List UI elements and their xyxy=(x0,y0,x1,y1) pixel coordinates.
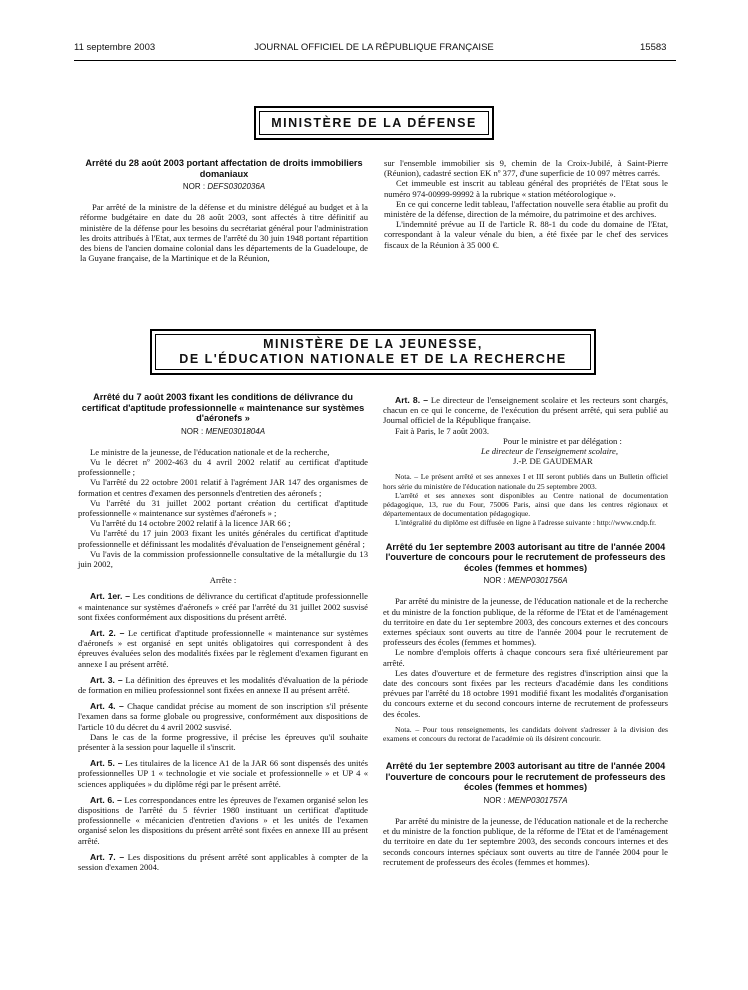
defense-nor: NOR : DEFS0302036A xyxy=(182,182,266,191)
nota: Nota. – Le présent arrêté et ses annexes I et III seront publiés dans un Bulletin officiel hors série du ministère de l'éducation nationale du 25 septembre 2003. xyxy=(383,472,668,491)
ministry-education-title-line2: DE L'ÉDUCATION NATIONALE ET DE LA RECHERCHE xyxy=(179,352,567,366)
arrete3-nor: NOR : MENP0301757A xyxy=(483,795,568,805)
education-left-column xyxy=(78,392,368,872)
arrete2-paragraph: Par arrêté du ministre de la jeunesse, de l'éducation nationale et de la recherche et du ministre de la fonction publique, de la réforme de l'Etat et de l'aménagement du territoire en date du 1er septembre 2003, des concours externes et des concours externes spéciaux sont ouverts au titre de l'année 2004 pour le recrutement de professeurs des écoles (femmes et hommes). xyxy=(383,596,668,648)
defense-right-paragraph: En ce qui concerne ledit tableau, l'affectation nouvelle sera établie au profit du ministère de la défense, direction de la mémoire, du patrimoine et des archives. xyxy=(384,198,668,220)
header-rule xyxy=(74,60,676,61)
education-right-column xyxy=(383,395,668,867)
header-date: 11 septembre 2003 xyxy=(74,42,156,53)
ministry-defense-box xyxy=(254,106,494,140)
article: Art. 2. – Le certificat d'aptitude professionnelle « maintenance sur systèmes d'aéronefs » est organisé en sept unités obligatoires qui correspondent à des épreuves évaluées selon des modalités fixées par le règlement d'examen figurant en annexe I au présent arrêté. xyxy=(78,627,368,669)
nota: L'arrêté et ses annexes sont disponibles au Centre national de documentation pédagogique, 13, rue du Four, 75006 Paris, ainsi que dans les centres régionaux et départementaux de documentation pédagogique. xyxy=(383,490,668,519)
visa-line: Vu le décret nº 2002-463 du 4 avril 2002 relatif au certificat d'aptitude professionnelle ; xyxy=(78,456,368,478)
article: Art. 4. – Chaque candidat précise au moment de son inscription s'il présente l'examen dans sa forme globale ou progressive, conformément aux dispositions de l'article 10 du décret du 4 avril 2002 susvisé. xyxy=(78,701,368,732)
header-page-number: 15583 xyxy=(640,42,667,53)
defense-arrete-title: Arrêté du 28 août 2003 portant affectation de droits immobiliers domaniaux xyxy=(85,158,363,179)
article: Art. 5. – Les titulaires de la licence A1 de la JAR 66 sont dispensés des unités professionnelles UP 1 « technologie et vie sociale et professionnelle » et UP 4 « sciences appliquées » du diplôme régi par le présent arrêté. xyxy=(78,758,368,789)
visa-line: Vu l'arrêté du 14 octobre 2002 relatif à la licence JAR 66 ; xyxy=(90,518,291,529)
defense-right-paragraph: L'indemnité prévue au II de l'article R. 88-1 du code du domaine de l'Etat, correspondant à la valeur vénale du bien, a été fixée par le chef des services fiscaux de la Réunion à 35 000 €. xyxy=(384,219,668,250)
signature-line: Pour le ministre et par délégation : xyxy=(503,435,622,446)
defense-paragraph: Par arrêté de la ministre de la défense et du ministre délégué au budget et à la réforme budgétaire en date du 28 août 2003, sont affectés à titre définitif au ministère de la défense pour les besoins du secrétariat général pour l'administration les droits attribués à l'Etat, aux termes de l'arrêté du 30 juin 1948 portant répartition des biens de l'ancien domaine colonial dans les départements de la Guadeloupe, de la Guyane française, de la Martinique et de la Réunion, xyxy=(80,202,368,264)
ministry-education-title-line1: MINISTÈRE DE LA JEUNESSE, xyxy=(263,337,483,351)
ministry-education-box xyxy=(150,329,596,375)
visa-line: Vu l'arrêté du 31 juillet 2002 portant création du certificat d'aptitude professionnelle « maintenance sur systèmes d'aéronefs » ; xyxy=(78,497,368,518)
arrete1-nor: NOR : MENE0301804A xyxy=(180,426,266,436)
defense-right-paragraph: sur l'ensemble immobilier sis 9, chemin de la Croix-Jubilé, à Saint-Pierre (Réunion), cadastré section EK nº 377, d'une superficie de 10 097 mètres carrés. xyxy=(384,158,668,179)
signature-title: Le directeur de l'enseignement scolaire, xyxy=(481,446,618,457)
article: Art. 7. – Les dispositions du présent arrêté sont applicables à compter de la session d'examen 2004. xyxy=(78,851,368,873)
article-continuation: Dans le cas de la forme progressive, il précise les épreuves qu'il souhaite présenter à la session pour laquelle il s'inscrit. xyxy=(78,731,368,752)
ministry-defense-title: MINISTÈRE DE LA DÉFENSE xyxy=(271,116,477,130)
arrete1-title: Arrêté du 7 août 2003 fixant les conditions de délivrance du certificat d'aptitude professionnelle « maintenance sur systèmes d'aéronefs » xyxy=(81,392,365,423)
visa-line: Vu l'arrêté du 17 juin 2003 fixant les unités générales du certificat d'aptitude professionnelle et définissant les modalités d'évaluation de l'enseignement général ; xyxy=(78,528,368,549)
header-journal: JOURNAL OFFICIEL DE LA RÉPUBLIQUE FRANÇAISE xyxy=(254,42,494,53)
article: Art. 8. – Le directeur de l'enseignement scolaire et les recteurs sont chargés, chacun en ce qui le concerne, de l'exécution du présent arrêté, qui sera publié au Journal officiel de la République française. xyxy=(383,395,668,426)
arrete2-paragraph: Le nombre d'emplois offerts à chaque concours sera fixé ultérieurement par arrêté. xyxy=(383,647,668,668)
fait-a-paris: Fait à Paris, le 7 août 2003. xyxy=(395,425,490,436)
arrete2-paragraph: Les dates d'ouverture et de fermeture des registres d'inscription ainsi que la date des concours sont fixées par les recteurs d'académie dans les conditions prévues par l'arrêté du 18 octobre 1991 modifié fixant les modalités d'organisation du concours externe et du second concours interne de recrutement de professeurs des écoles. xyxy=(383,667,668,719)
nota: L'intégralité du diplôme est diffusée en ligne à l'adresse suivante : http://www.cndp.fr. xyxy=(395,518,657,528)
signature-name: J.-P. DE GAUDEMAR xyxy=(513,456,593,467)
defense-left-column xyxy=(80,158,368,263)
article: Art. 6. – Les correspondances entre les épreuves de l'examen organisé selon les dispositions de l'arrêté du 5 février 1980 instituant un certificat d'aptitude professionnelle « mécanicien d'entretien d'avions » et les unités de l'examen organisé selon les dispositions du présent arrêté sont fixées en annexe III au présent arrêté. xyxy=(78,794,368,846)
article: Art. 3. – La définition des épreuves et les modalités d'évaluation de la période de formation en milieu professionnel sont fixées en annexe II au présent arrêté. xyxy=(78,674,368,695)
visa-line: Vu l'arrêté du 22 octobre 2001 relatif à l'agrément JAR 147 des organismes de formation et centres d'examen des personnels d'entretien des aéronefs ; xyxy=(78,477,368,498)
article: Art. 1er. – Les conditions de délivrance du certificat d'aptitude professionnelle « maintenance sur systèmes d'aéronefs » créé par l'arrêté du 31 juillet 2002 susvisé sont fixées conformément aux dispositions du présent arrêté. xyxy=(78,591,368,622)
visa-line: Le ministre de la jeunesse, de l'éducation nationale et de la recherche, xyxy=(90,446,330,457)
arrete2-nor: NOR : MENP0301756A xyxy=(483,576,568,586)
arrete-word: Arrête : xyxy=(209,575,237,586)
defense-right-paragraph: Cet immeuble est inscrit au tableau général des propriétés de l'Etat sous le numéro 974-00999-99992 à la rubrique « station météorologique ». xyxy=(384,178,668,199)
defense-right-column xyxy=(384,158,668,250)
arrete2-title: Arrêté du 1er septembre 2003 autorisant au titre de l'année 2004 l'ouverture de concours pour le recrutement de professeurs des écoles (femmes et hommes) xyxy=(385,541,666,573)
arrete3-title: Arrêté du 1er septembre 2003 autorisant au titre de l'année 2004 l'ouverture de concours pour le recrutement de professeurs des écoles (femmes et hommes) xyxy=(385,761,666,793)
visa-line: Vu l'avis de la commission professionnelle consultative de la métallurgie du 13 juin 2002, xyxy=(78,548,368,569)
arrete3-paragraph: Par arrêté du ministre de la jeunesse, de l'éducation nationale et de la recherche et du ministre de la fonction publique, de la réforme de l'Etat et de l'aménagement du territoire en date du 1er septembre 2003, des seconds concours internes et des seconds concours internes spéciaux sont ouverts au titre de l'année 2004 pour le recrutement de professeurs des écoles (femmes et hommes). xyxy=(383,815,668,867)
arrete2-nota: Nota. – Pour tous renseignements, les candidats doivent s'adresser à la division des examens et concours du rectorat de l'académie où ils désirent concourir. xyxy=(383,724,668,743)
